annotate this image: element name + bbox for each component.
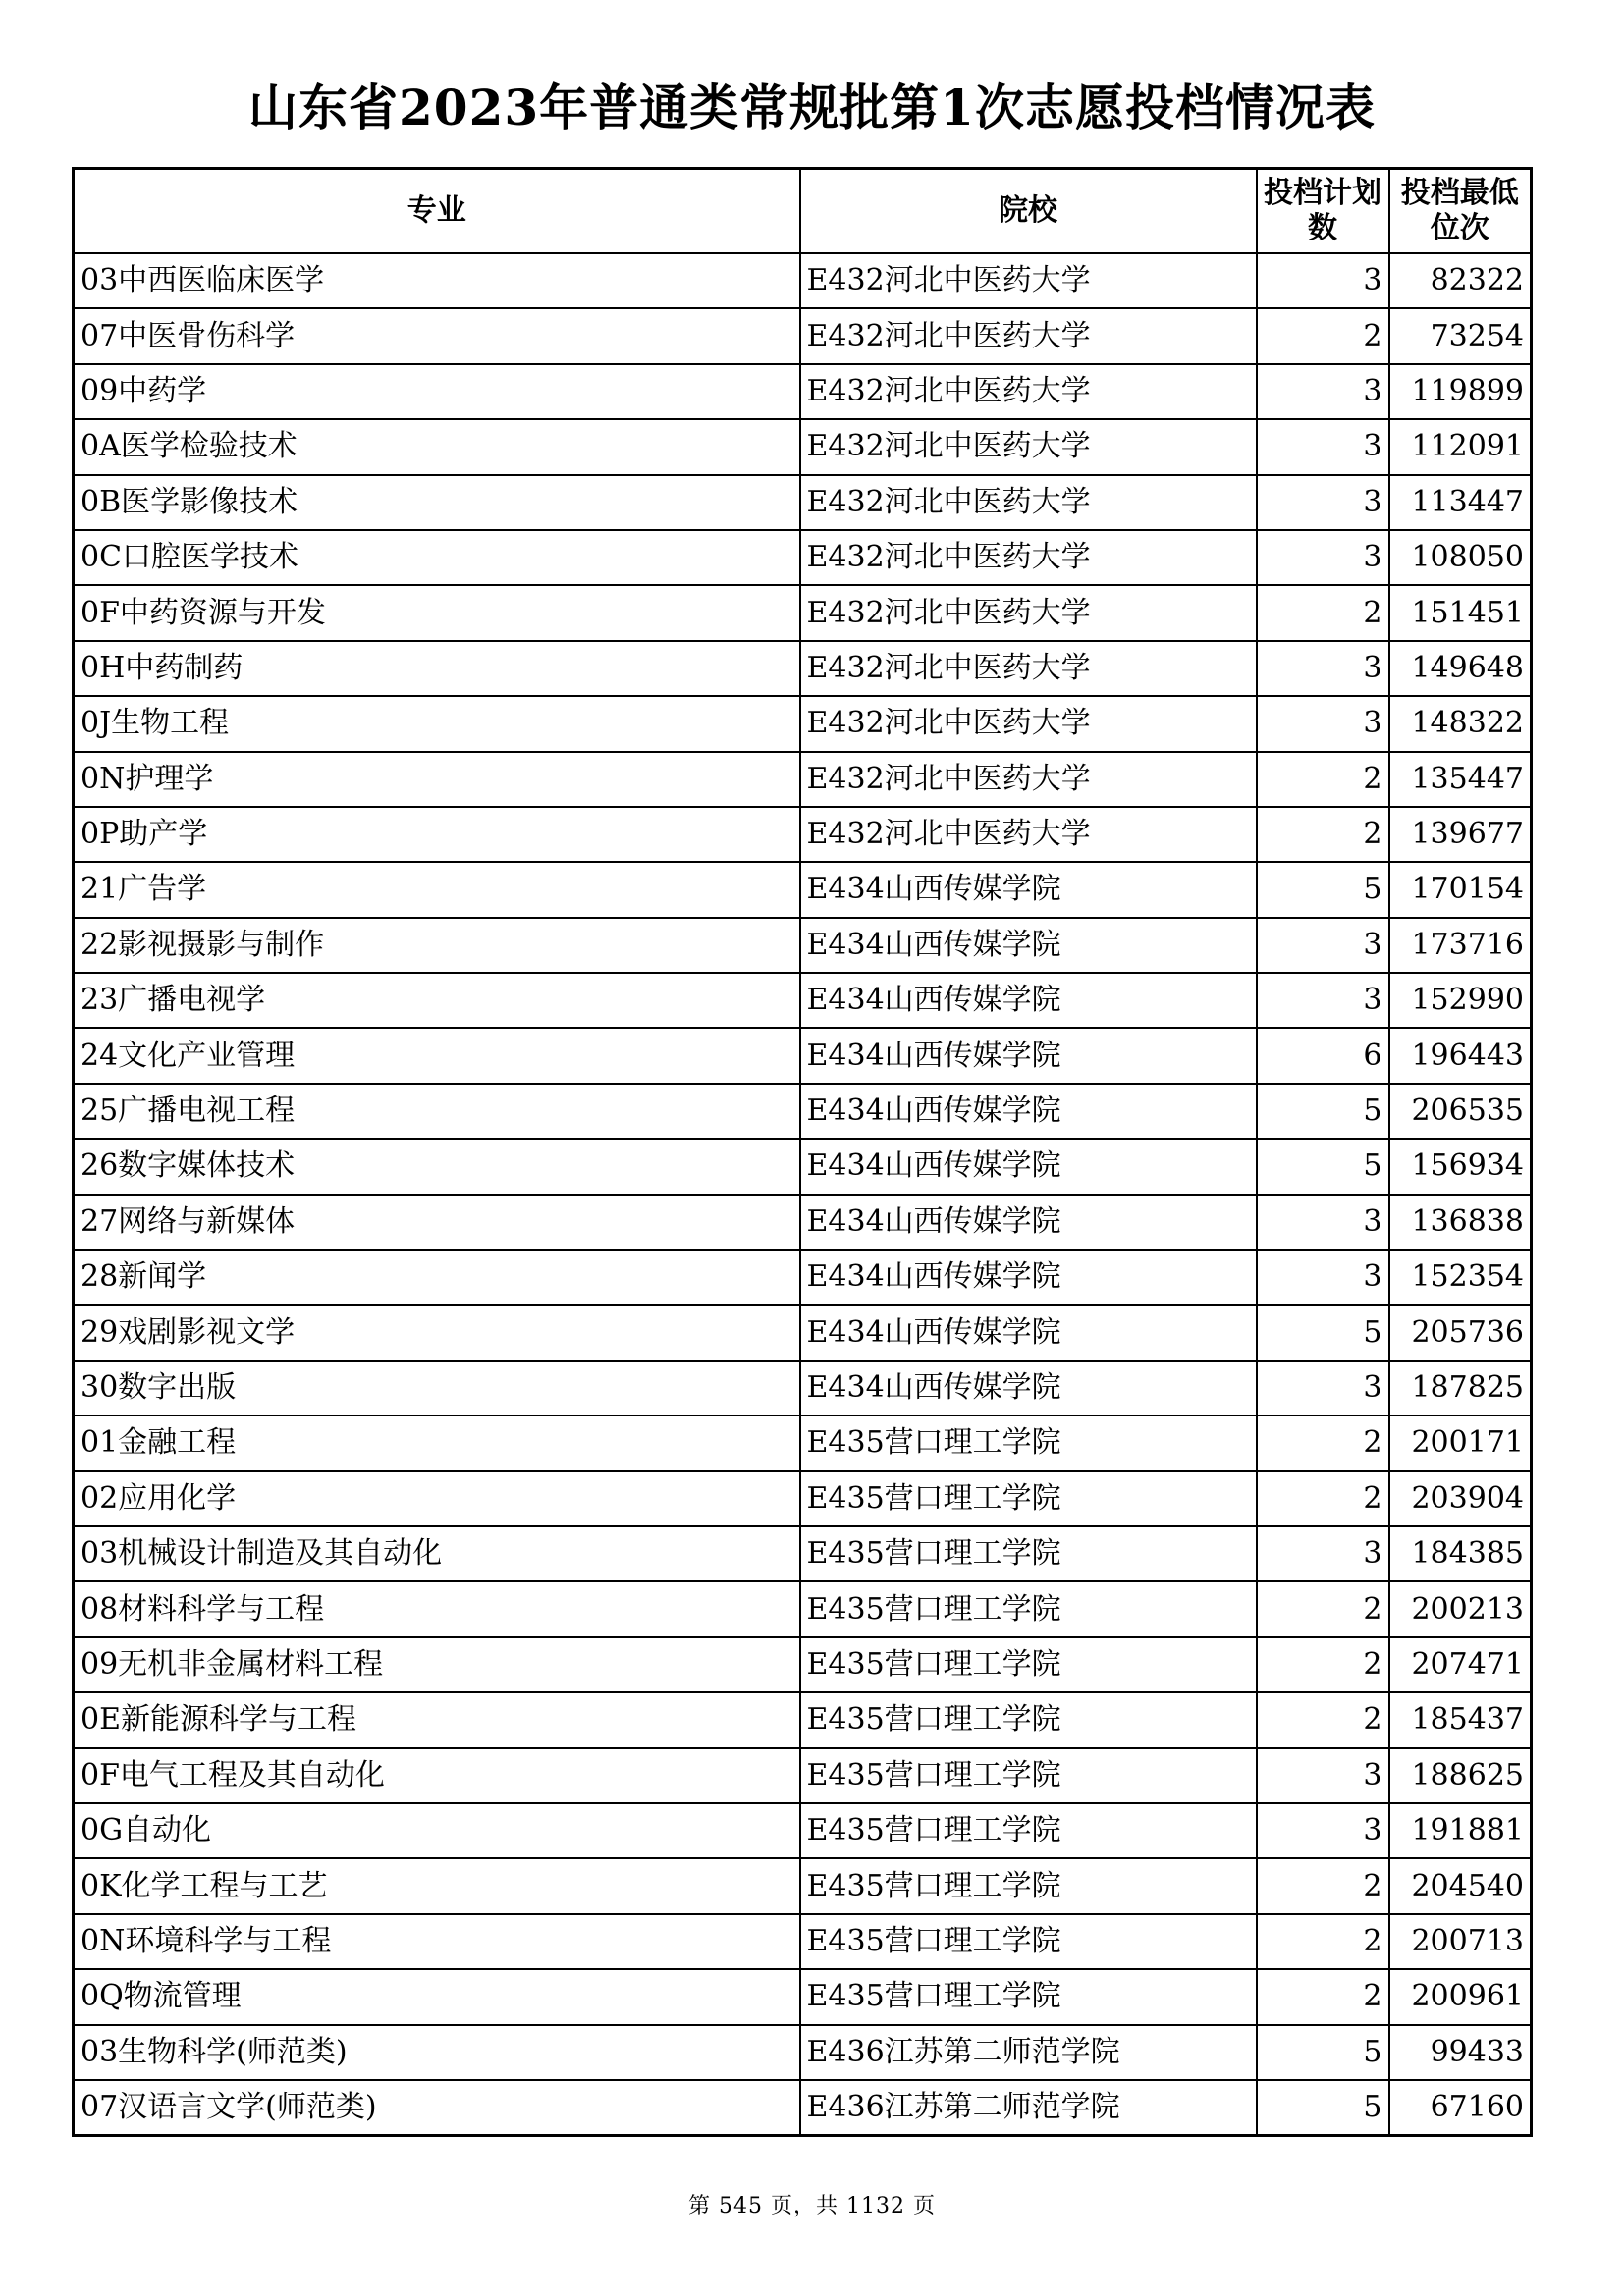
header-school: 院校 <box>800 169 1257 254</box>
cell-rank: 200171 <box>1389 1415 1532 1470</box>
table-body <box>74 253 1532 2136</box>
cell-plan: 3 <box>1257 364 1389 419</box>
cell-school: E434山西传媒学院 <box>800 973 1257 1028</box>
cell-plan: 2 <box>1257 1581 1389 1636</box>
cell-major: 28新闻学 <box>74 1250 800 1305</box>
cell-plan: 6 <box>1257 1028 1389 1083</box>
cell-school: E436江苏第二师范学院 <box>800 2025 1257 2080</box>
cell-rank: 204540 <box>1389 1858 1532 1913</box>
cell-rank: 73254 <box>1389 308 1532 363</box>
table-row <box>74 1415 1532 1470</box>
cell-major: 29戏剧影视文学 <box>74 1305 800 1360</box>
cell-school: E432河北中医药大学 <box>800 530 1257 585</box>
cell-major: 0F中药资源与开发 <box>74 585 800 640</box>
cell-rank: 170154 <box>1389 862 1532 917</box>
table-row <box>74 973 1532 1028</box>
cell-plan: 3 <box>1257 696 1389 751</box>
cell-rank: 148322 <box>1389 696 1532 751</box>
cell-school: E432河北中医药大学 <box>800 253 1257 308</box>
cell-rank: 191881 <box>1389 1803 1532 1858</box>
cell-major: 03机械设计制造及其自动化 <box>74 1526 800 1581</box>
page-title: 山东省2023年普通类常规批第1次志愿投档情况表 <box>248 79 1376 136</box>
cell-plan: 3 <box>1257 475 1389 530</box>
cell-major: 0Q物流管理 <box>74 1969 800 2024</box>
header-plan: 投档计划数 <box>1257 169 1389 254</box>
cell-rank: 112091 <box>1389 419 1532 474</box>
table-row <box>74 1637 1532 1692</box>
cell-plan: 5 <box>1257 2080 1389 2136</box>
table-row <box>74 807 1532 862</box>
cell-school: E432河北中医药大学 <box>800 641 1257 696</box>
cell-school: E435营口理工学院 <box>800 1803 1257 1858</box>
cell-plan: 2 <box>1257 1415 1389 1470</box>
table-row <box>74 752 1532 807</box>
cell-major: 25广播电视工程 <box>74 1084 800 1139</box>
cell-major: 21广告学 <box>74 862 800 917</box>
cell-plan: 5 <box>1257 1084 1389 1139</box>
cell-major: 0K化学工程与工艺 <box>74 1858 800 1913</box>
cell-major: 26数字媒体技术 <box>74 1139 800 1194</box>
table-row <box>74 1471 1532 1526</box>
table-row <box>74 2025 1532 2080</box>
cell-school: E432河北中医药大学 <box>800 585 1257 640</box>
cell-major: 0C口腔医学技术 <box>74 530 800 585</box>
cell-rank: 151451 <box>1389 585 1532 640</box>
table-row <box>74 862 1532 917</box>
cell-major: 01金融工程 <box>74 1415 800 1470</box>
cell-plan: 5 <box>1257 1139 1389 1194</box>
cell-rank: 184385 <box>1389 1526 1532 1581</box>
table-row <box>74 1581 1532 1636</box>
cell-school: E435营口理工学院 <box>800 1415 1257 1470</box>
cell-school: E434山西传媒学院 <box>800 1305 1257 1360</box>
cell-plan: 5 <box>1257 2025 1389 2080</box>
table-row <box>74 696 1532 751</box>
cell-plan: 3 <box>1257 1195 1389 1250</box>
cell-school: E435营口理工学院 <box>800 1471 1257 1526</box>
cell-school: E435营口理工学院 <box>800 1692 1257 1747</box>
cell-school: E432河北中医药大学 <box>800 308 1257 363</box>
cell-major: 0B医学影像技术 <box>74 475 800 530</box>
table-row <box>74 1139 1532 1194</box>
cell-plan: 2 <box>1257 1471 1389 1526</box>
cell-school: E436江苏第二师范学院 <box>800 2080 1257 2136</box>
cell-rank: 205736 <box>1389 1305 1532 1360</box>
cell-school: E434山西传媒学院 <box>800 1084 1257 1139</box>
cell-plan: 3 <box>1257 1748 1389 1803</box>
cell-school: E432河北中医药大学 <box>800 475 1257 530</box>
table-row <box>74 1028 1532 1083</box>
table-row <box>74 1858 1532 1913</box>
cell-school: E435营口理工学院 <box>800 1581 1257 1636</box>
cell-major: 08材料科学与工程 <box>74 1581 800 1636</box>
cell-school: E435营口理工学院 <box>800 1969 1257 2024</box>
table-row <box>74 308 1532 363</box>
cell-major: 30数字出版 <box>74 1361 800 1415</box>
cell-plan: 2 <box>1257 308 1389 363</box>
table-header-row <box>74 169 1532 254</box>
cell-major: 0P助产学 <box>74 807 800 862</box>
cell-major: 03生物科学(师范类) <box>74 2025 800 2080</box>
cell-plan: 2 <box>1257 807 1389 862</box>
cell-plan: 2 <box>1257 585 1389 640</box>
cell-rank: 108050 <box>1389 530 1532 585</box>
cell-major: 0J生物工程 <box>74 696 800 751</box>
table-row <box>74 585 1532 640</box>
cell-major: 0E新能源科学与工程 <box>74 1692 800 1747</box>
table-row <box>74 1748 1532 1803</box>
cell-major: 09中药学 <box>74 364 800 419</box>
cell-major: 03中西医临床医学 <box>74 253 800 308</box>
cell-school: E435营口理工学院 <box>800 1637 1257 1692</box>
table-row <box>74 253 1532 308</box>
cell-rank: 136838 <box>1389 1195 1532 1250</box>
cell-major: 0A医学检验技术 <box>74 419 800 474</box>
table-row <box>74 530 1532 585</box>
cell-school: E434山西传媒学院 <box>800 862 1257 917</box>
cell-plan: 3 <box>1257 253 1389 308</box>
table-row <box>74 475 1532 530</box>
cell-plan: 3 <box>1257 1250 1389 1305</box>
cell-rank: 152354 <box>1389 1250 1532 1305</box>
cell-plan: 5 <box>1257 862 1389 917</box>
header-rank: 投档最低位次 <box>1389 169 1532 254</box>
cell-school: E432河北中医药大学 <box>800 419 1257 474</box>
cell-rank: 173716 <box>1389 918 1532 973</box>
table-row <box>74 1361 1532 1415</box>
cell-rank: 185437 <box>1389 1692 1532 1747</box>
cell-rank: 135447 <box>1389 752 1532 807</box>
table-row <box>74 1195 1532 1250</box>
cell-plan: 2 <box>1257 1914 1389 1969</box>
cell-rank: 206535 <box>1389 1084 1532 1139</box>
cell-rank: 188625 <box>1389 1748 1532 1803</box>
table-row <box>74 1803 1532 1858</box>
cell-plan: 2 <box>1257 1858 1389 1913</box>
cell-major: 0G自动化 <box>74 1803 800 1858</box>
admission-table <box>72 167 1533 2137</box>
cell-school: E434山西传媒学院 <box>800 1250 1257 1305</box>
cell-rank: 200713 <box>1389 1914 1532 1969</box>
cell-plan: 3 <box>1257 641 1389 696</box>
cell-rank: 152990 <box>1389 973 1532 1028</box>
cell-plan: 3 <box>1257 1526 1389 1581</box>
table-row <box>74 2080 1532 2136</box>
cell-rank: 200213 <box>1389 1581 1532 1636</box>
cell-plan: 3 <box>1257 973 1389 1028</box>
cell-major: 23广播电视学 <box>74 973 800 1028</box>
cell-major: 0F电气工程及其自动化 <box>74 1748 800 1803</box>
table-row <box>74 1969 1532 2024</box>
table-row <box>74 419 1532 474</box>
table-row <box>74 1914 1532 1969</box>
cell-rank: 113447 <box>1389 475 1532 530</box>
cell-rank: 119899 <box>1389 364 1532 419</box>
cell-rank: 82322 <box>1389 253 1532 308</box>
cell-major: 02应用化学 <box>74 1471 800 1526</box>
cell-school: E434山西传媒学院 <box>800 1028 1257 1083</box>
cell-major: 07汉语言文学(师范类) <box>74 2080 800 2136</box>
table-row <box>74 1526 1532 1581</box>
table-row <box>74 1305 1532 1360</box>
table-row <box>74 1084 1532 1139</box>
cell-school: E435营口理工学院 <box>800 1748 1257 1803</box>
cell-rank: 67160 <box>1389 2080 1532 2136</box>
cell-plan: 5 <box>1257 1305 1389 1360</box>
cell-rank: 207471 <box>1389 1637 1532 1692</box>
cell-school: E432河北中医药大学 <box>800 807 1257 862</box>
cell-plan: 2 <box>1257 752 1389 807</box>
table-row <box>74 1250 1532 1305</box>
table-row <box>74 1692 1532 1747</box>
cell-school: E432河北中医药大学 <box>800 752 1257 807</box>
cell-plan: 2 <box>1257 1692 1389 1747</box>
cell-major: 0N护理学 <box>74 752 800 807</box>
cell-major: 22影视摄影与制作 <box>74 918 800 973</box>
cell-school: E434山西传媒学院 <box>800 1361 1257 1415</box>
table-row <box>74 364 1532 419</box>
cell-plan: 3 <box>1257 1361 1389 1415</box>
cell-major: 0N环境科学与工程 <box>74 1914 800 1969</box>
cell-rank: 187825 <box>1389 1361 1532 1415</box>
table-row <box>74 641 1532 696</box>
cell-school: E434山西传媒学院 <box>800 918 1257 973</box>
cell-school: E434山西传媒学院 <box>800 1139 1257 1194</box>
cell-rank: 139677 <box>1389 807 1532 862</box>
cell-plan: 3 <box>1257 530 1389 585</box>
cell-plan: 3 <box>1257 419 1389 474</box>
cell-rank: 156934 <box>1389 1139 1532 1194</box>
header-major: 专业 <box>74 169 800 254</box>
cell-school: E432河北中医药大学 <box>800 696 1257 751</box>
cell-school: E434山西传媒学院 <box>800 1195 1257 1250</box>
table-row <box>74 918 1532 973</box>
cell-plan: 2 <box>1257 1637 1389 1692</box>
cell-rank: 196443 <box>1389 1028 1532 1083</box>
cell-major: 27网络与新媒体 <box>74 1195 800 1250</box>
cell-plan: 3 <box>1257 1803 1389 1858</box>
page-footer: 第 545 页，共 1132 页 <box>688 2194 936 2218</box>
cell-plan: 3 <box>1257 918 1389 973</box>
cell-plan: 2 <box>1257 1969 1389 2024</box>
cell-rank: 203904 <box>1389 1471 1532 1526</box>
cell-major: 24文化产业管理 <box>74 1028 800 1083</box>
cell-school: E435营口理工学院 <box>800 1858 1257 1913</box>
cell-rank: 99433 <box>1389 2025 1532 2080</box>
cell-school: E432河北中医药大学 <box>800 364 1257 419</box>
cell-major: 07中医骨伤科学 <box>74 308 800 363</box>
cell-rank: 149648 <box>1389 641 1532 696</box>
cell-school: E435营口理工学院 <box>800 1526 1257 1581</box>
cell-rank: 200961 <box>1389 1969 1532 2024</box>
cell-major: 09无机非金属材料工程 <box>74 1637 800 1692</box>
cell-major: 0H中药制药 <box>74 641 800 696</box>
cell-school: E435营口理工学院 <box>800 1914 1257 1969</box>
